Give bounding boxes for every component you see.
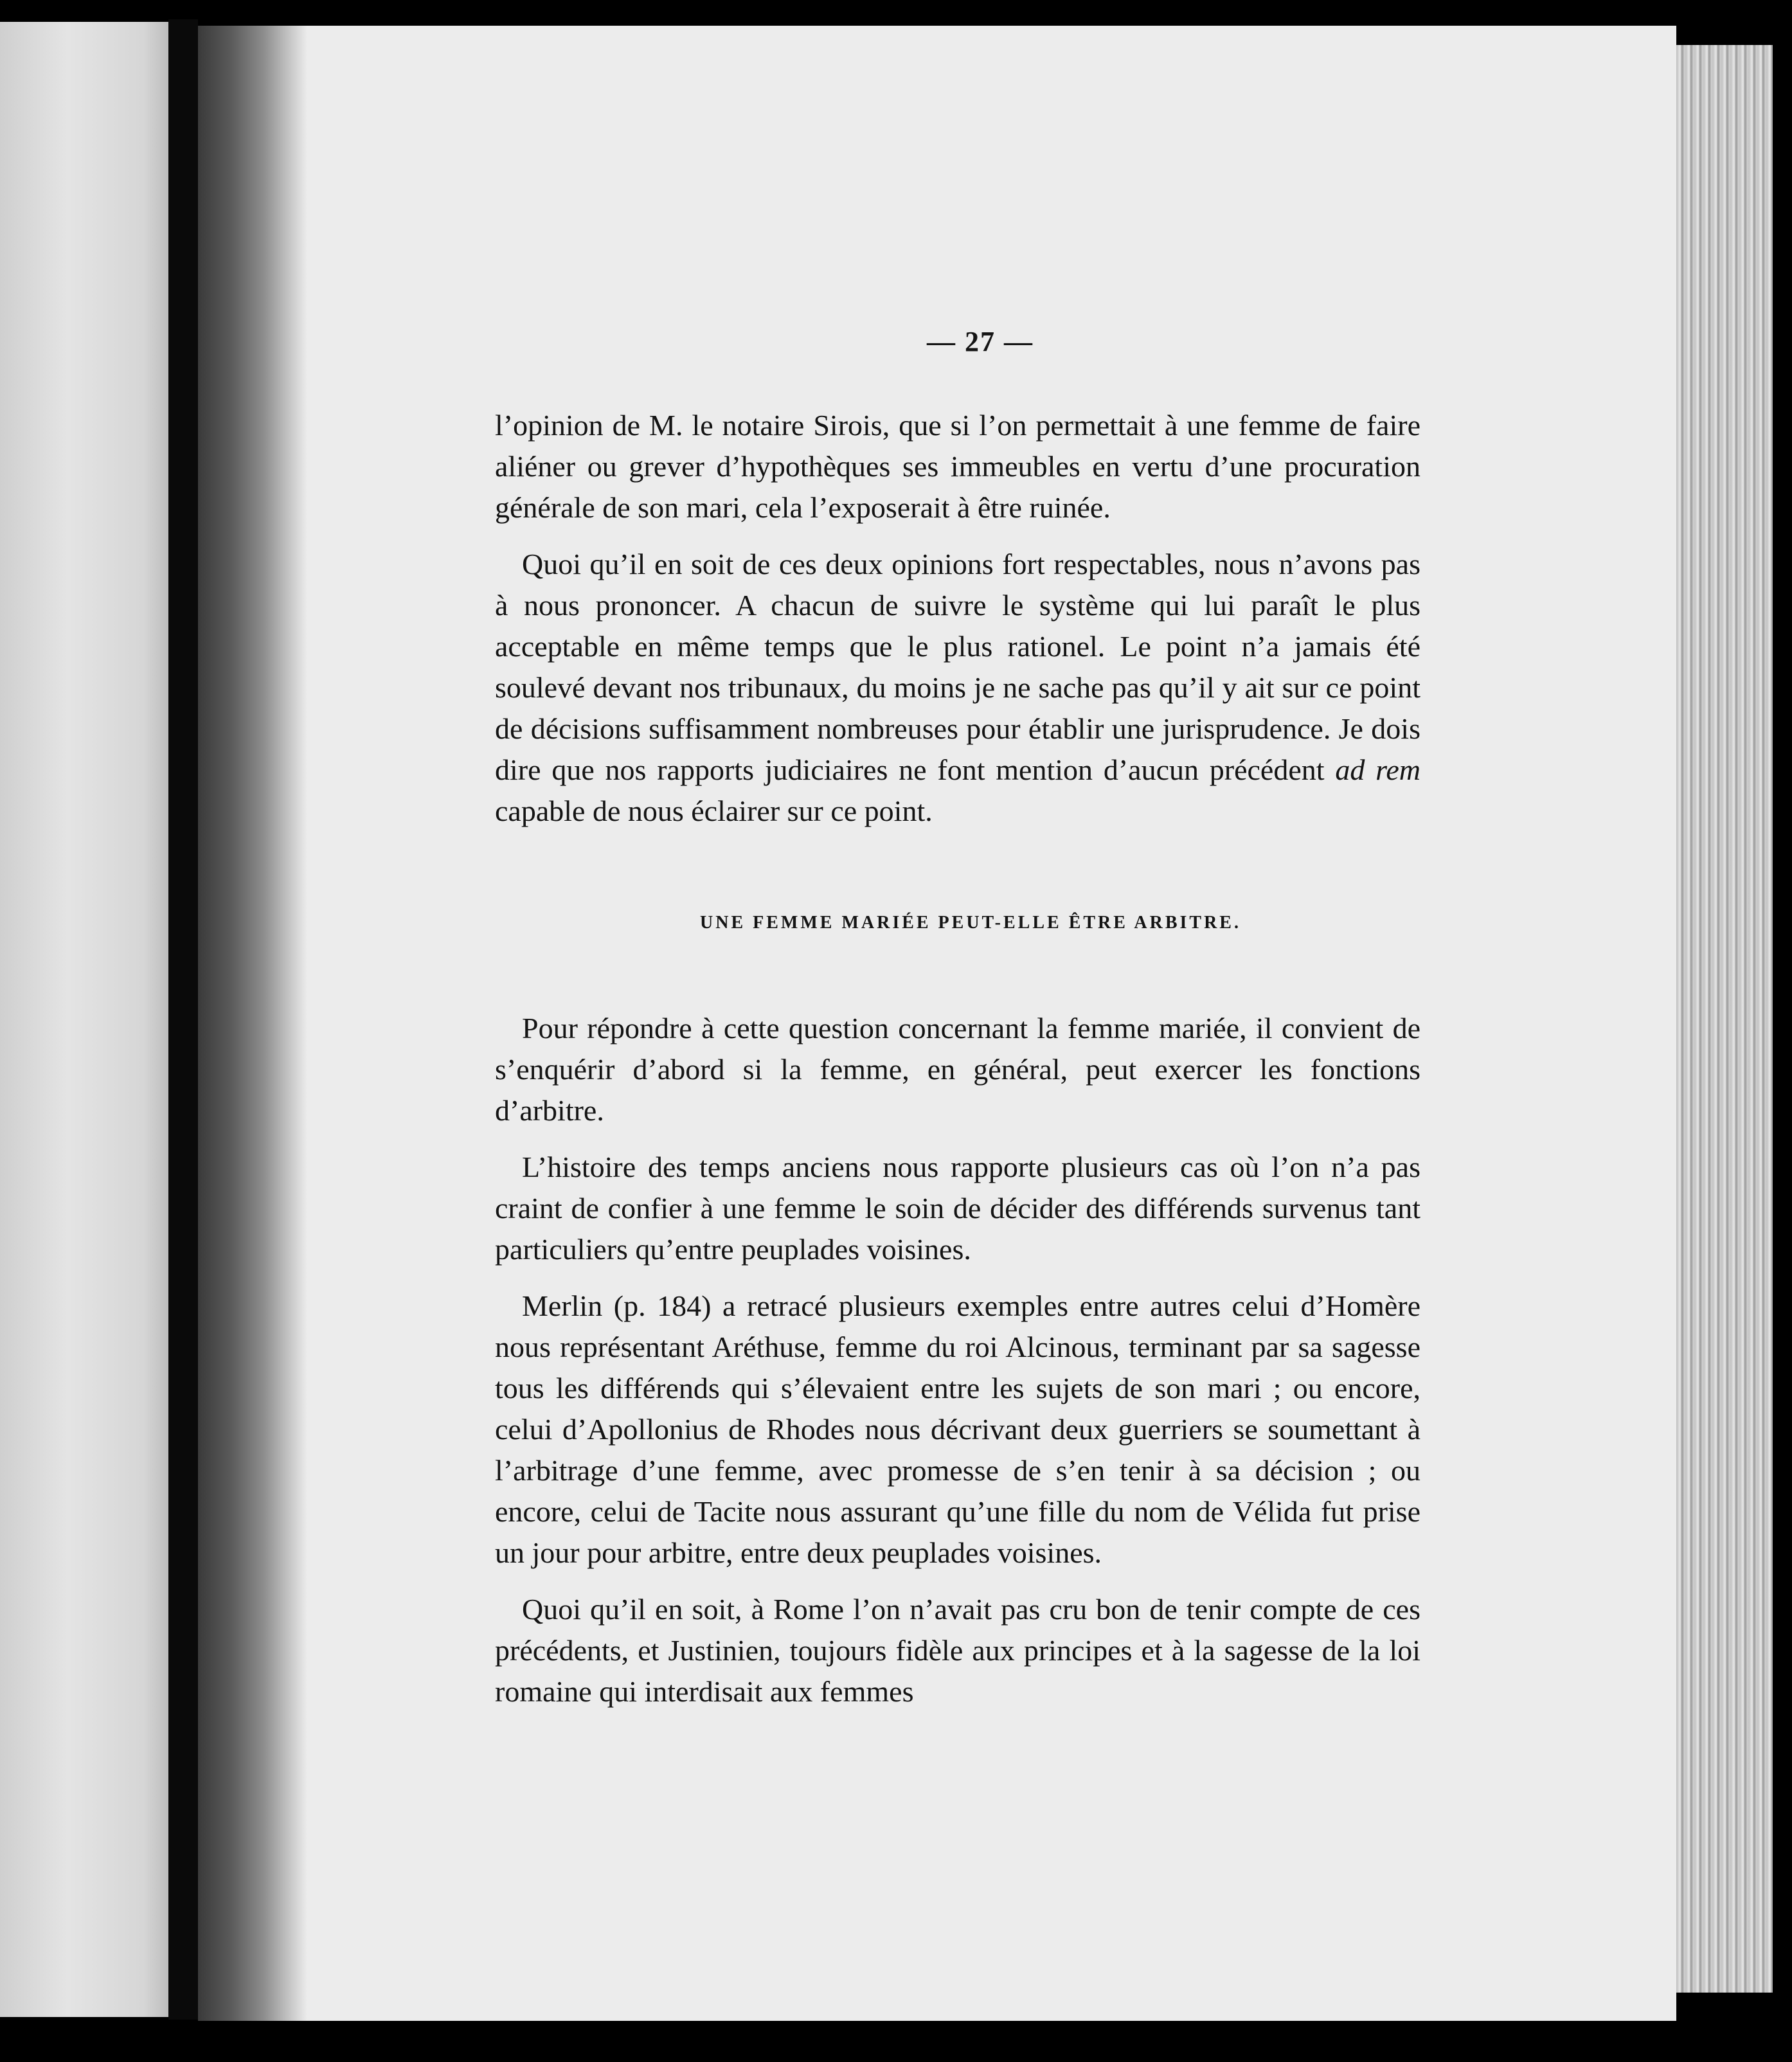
latin-phrase: ad rem <box>1335 753 1420 786</box>
paragraph-question: Pour répondre à cette question concernant la femme mariée, il convient de s’enquérir d’abord si la femme, en général, peut exercer les fonctions d’arbitre. <box>495 1012 1420 1127</box>
book-gutter <box>168 19 198 2020</box>
paragraph-opinions-end: capable de nous éclairer sur ce point. <box>495 794 933 827</box>
paragraph-history: L’histoire des temps anciens nous rapporte plusieurs cas où l’on n’a pas craint de confier à une femme le soin de décider des différends survenus tant particuliers qu’entre peuplades voisines. <box>495 1151 1420 1266</box>
paragraph-opinions <box>495 544 1420 832</box>
previous-page-edge <box>0 22 168 2017</box>
paragraph-continuation: l’opinion de M. le notaire Sirois, que si l’on permettait à une femme de faire aliéner ou grever d’hypothèques ses immeubles en vertu d’une procuration générale de son mari, cela l’exposerait à être ruinée. <box>495 409 1420 524</box>
paragraph-opinions-text: Quoi qu’il en soit de ces deux opinions fort respectables, nous n’avons pas à nous prononcer. A chacun de suivre le système qui lui paraît le plus acceptable en même temps que le plus rationel. Le point n’a jamais été soulevé devant nos tribunaux, du moins je ne sache pas qu’il y ait sur ce point de décisions suffisamment nombreuses pour établir une jurisprudence. Je dois dire que nos rapports judiciaires ne font mention d’aucun précédent <box>495 548 1420 786</box>
section-heading: UNE FEMME MARIÉE PEUT-ELLE ÊTRE ARBITRE. <box>700 913 1241 933</box>
paragraph-merlin: Merlin (p. 184) a retracé plusieurs exemples entre autres celui d’Homère nous représentant Aréthuse, femme du roi Alcinous, terminant par sa sagesse tous les différends qui s’élevaient entre les sujets de son mari ; ou encore, celui d’Apollonius de Rhodes nous décrivant deux guerriers se soumettant à l’arbitrage d’une femme, avec promesse de s’en tenir à sa décision ; ou encore, celui de Tacite nous assurant qu’une fille du nom de Vélida fut prise un jour pour arbitre, entre deux peuplades voisines. <box>495 1289 1420 1569</box>
page-text-block <box>495 321 1420 1728</box>
paragraph-rome: Quoi qu’il en soit, à Rome l’on n’avait pas cru bon de tenir compte de ces précédents, et Justinien, toujours fidèle aux principes et à la sagesse de la loi romaine qui interdisait aux femmes <box>495 1593 1420 1708</box>
page-edges-stack <box>1676 45 1773 1993</box>
page-number: — 27 — <box>927 326 1034 357</box>
binding-shadow <box>198 26 307 2021</box>
